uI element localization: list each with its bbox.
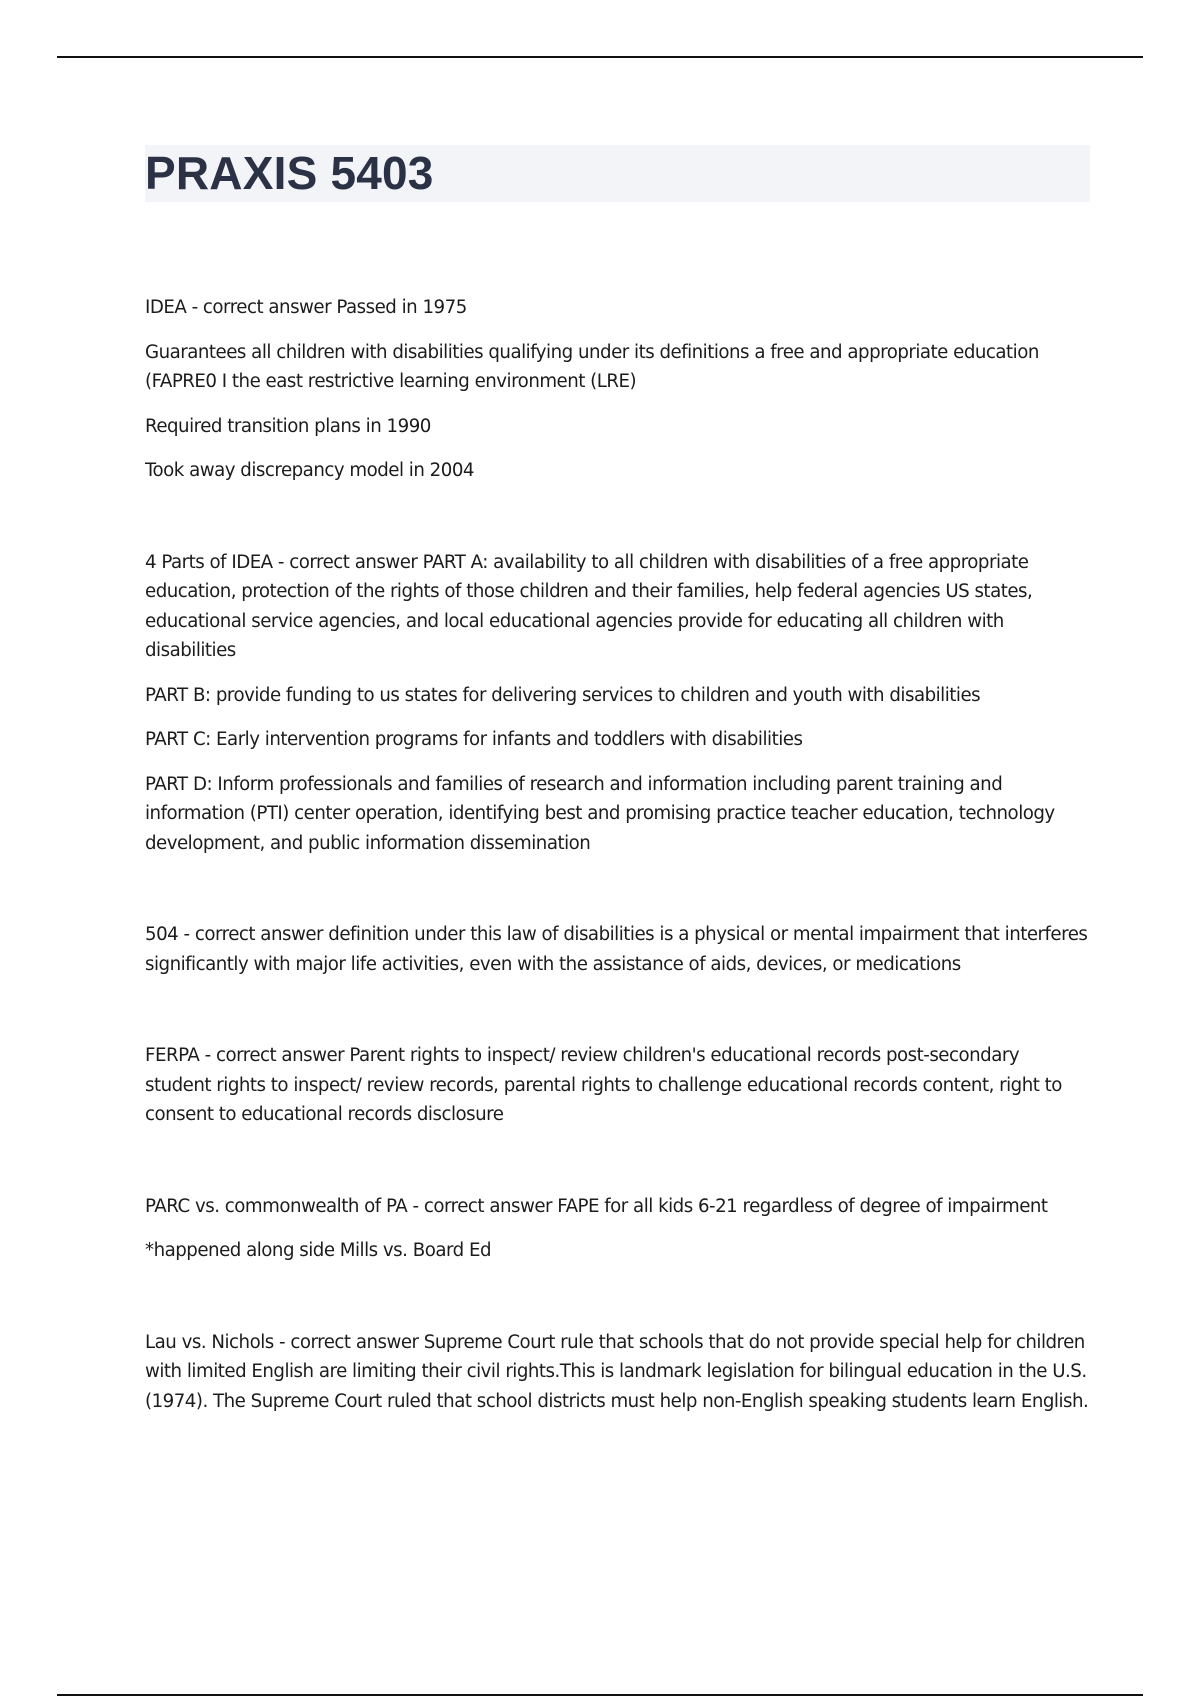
entry-paragraph: Guarantees all children with disabilities qualifying under its definitions a free and appropriate education (FAPRE0 I the east restrictive learning environment (LRE) <box>145 341 1039 392</box>
entry-paragraph: PART C: Early intervention programs for infants and toddlers with disabilities <box>145 729 803 750</box>
entry-paragraph: FERPA - correct answer Parent rights to inspect/ review children's educational records post-secondary student rights to inspect/ review records, parental rights to challenge educational records content, right to consent to educational records disclosure <box>145 1045 1062 1125</box>
entry-paragraph: Required transition plans in 1990 <box>145 415 431 437</box>
entry-ferpa <box>145 1041 1090 1130</box>
entry-paragraph: Took away discrepancy model in 2004 <box>145 460 474 481</box>
entry-paragraph: PART B: provide funding to us states for delivering services to children and youth with disabilities <box>145 684 981 706</box>
entry-lau-vs-nichols <box>145 1328 1090 1417</box>
bottom-divider <box>57 1694 1143 1696</box>
page-title: PRAXIS 5403 <box>145 147 434 199</box>
document-body <box>145 293 1090 1478</box>
entry-504 <box>145 920 1090 979</box>
top-divider <box>57 56 1143 58</box>
entry-idea <box>145 293 1090 486</box>
entry-paragraph: 4 Parts of IDEA - correct answer PART A: availability to all children with disabilities of a free appropriate education, protection of the rights of those children and their families, help federal agencies US states, educational service agencies, and local educational agencies provide for educating all children with disabilities <box>145 551 1033 661</box>
entry-paragraph: PART D: Inform professionals and families of research and information including parent training and information (PTI) center operation, identifying best and promising practice teacher education, technology development, and public information dissemination <box>145 773 1055 854</box>
entry-paragraph: Lau vs. Nichols - correct answer Supreme Court rule that schools that do not provide special help for children with limited English are limiting their civil rights.This is landmark legislation for bilingual education in the U.S.(1974). The Supreme Court ruled that school districts must help non-English speaking students learn English. <box>145 1331 1089 1412</box>
entry-4-parts-of-idea <box>145 548 1090 859</box>
entry-paragraph: PARC vs. commonwealth of PA - correct answer FAPE for all kids 6-21 regardless of degree of impairment <box>145 1195 1048 1217</box>
entry-parc <box>145 1192 1090 1266</box>
entry-paragraph: 504 - correct answer definition under this law of disabilities is a physical or mental impairment that interferes significantly with major life activities, even with the assistance of aids, devices, or medications <box>145 924 1088 975</box>
entry-paragraph: IDEA - correct answer Passed in 1975 <box>145 297 467 318</box>
entry-paragraph: *happened along side Mills vs. Board Ed <box>145 1240 491 1261</box>
